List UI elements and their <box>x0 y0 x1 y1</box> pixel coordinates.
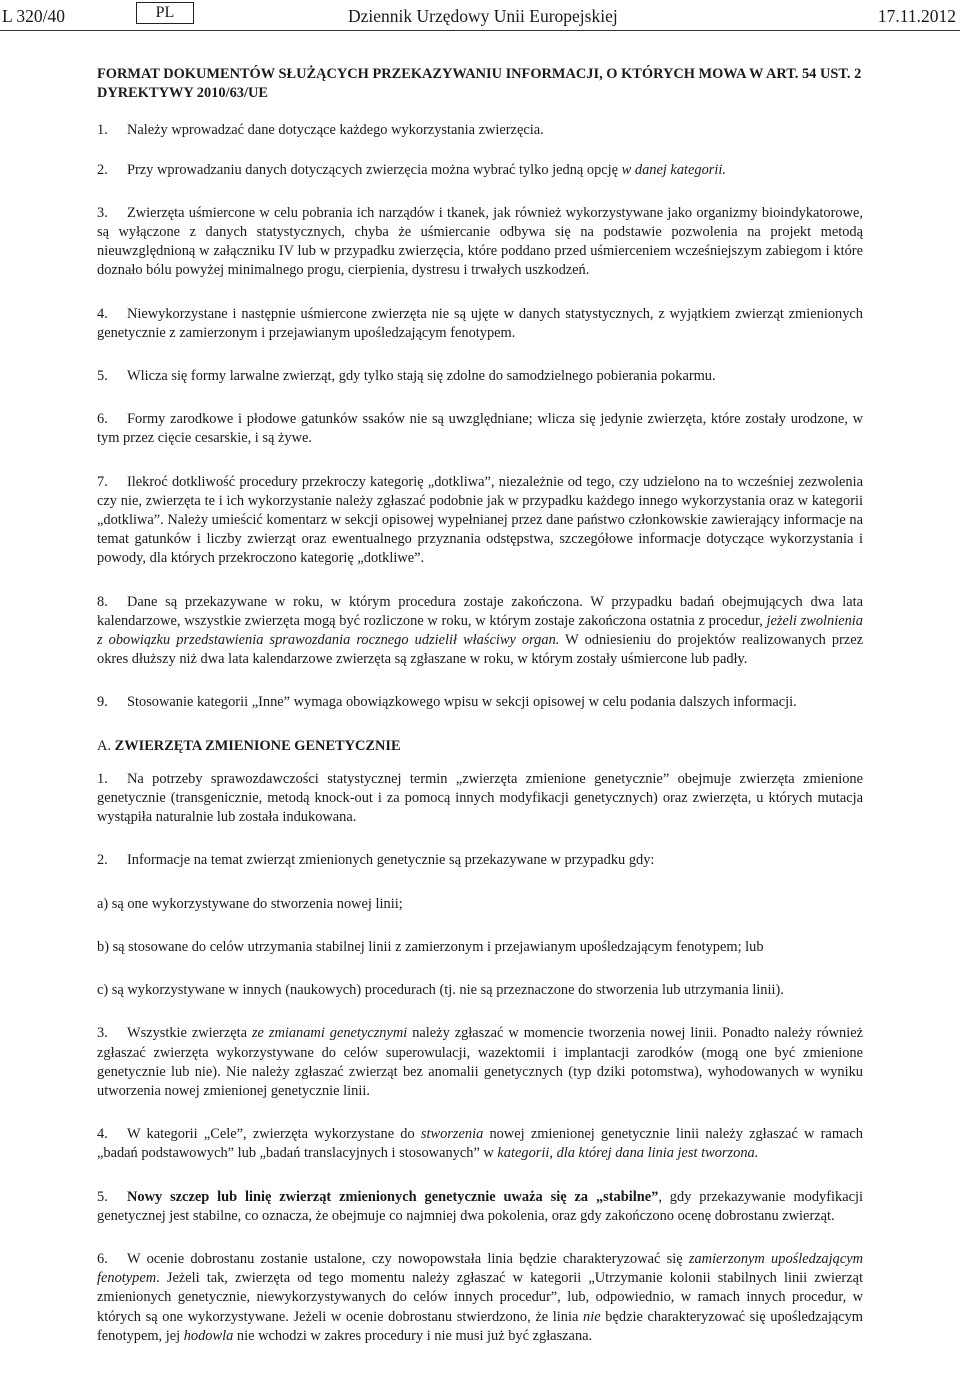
paragraph-bold: Nowy szczep lub linię zwierząt zmienionych genetycznie uważa się za „stabilne” <box>127 1188 659 1205</box>
paragraph-text: W ocenie dobrostanu zostanie ustalone, czy nowopowstała linia będzie charakteryzować się <box>127 1250 689 1267</box>
paragraph-italic-3: hodowla <box>183 1327 234 1344</box>
section-a-paragraph-3 <box>97 1024 863 1101</box>
paragraph-text: W kategorii „Cele”, zwierzęta wykorzystane do <box>127 1126 421 1143</box>
section-a-paragraph-2 <box>97 851 863 870</box>
paragraph-number: 2. <box>97 852 108 869</box>
paragraph-number: 4. <box>97 305 108 322</box>
paragraph-number: 1. <box>97 770 108 787</box>
paragraph-italic: stworzenia <box>420 1126 484 1143</box>
paragraph-7 <box>97 473 863 569</box>
paragraph-number: 1. <box>97 122 108 139</box>
paragraph-italic: zamierzonym upośledzającym fenotypem <box>97 1250 863 1287</box>
publication-date: 17.11.2012 <box>877 6 956 26</box>
document-body <box>97 65 863 1346</box>
paragraph-text: Ilekroć dotkliwość procedury przekroczy kategorię „dotkliwa”, niezależnie od tego, czy udzielono na to wcześniej zezwolenia czy nie, zwierzęta te i ich wykorzystanie należy zgłaszać podobnie jak w przypadku każdego innego wykorzystania oraz w kategorii „dotkliwa”. Należy umieścić komentarz w sekcji opisowej wypełnianej przez dane państwo członkowskie zawierający informacje na temat gatunków i liczby zwierząt oraz ewentualnego przyznania odstępstwa, szczegółowe informacje dotyczące wykorzystania i powody, dla których przekroczono kategorię „dotkliwe”. <box>97 473 863 567</box>
paragraph-1 <box>97 121 863 140</box>
paragraph-text: , gdy przekazywanie modyfikacji genetycznej jest stabilne, co oznacza, że obejmuje co najmniej dwa pokolenia, oraz gdy zakończono ocenę dobrostanu zwierząt. <box>97 1188 863 1224</box>
list-item-a: a) są one wykorzystywane do stworzenia nowej linii; <box>97 895 403 912</box>
paragraph-text: Wszystkie zwierzęta <box>127 1025 252 1042</box>
paragraph-text: Należy wprowadzać dane dotyczące każdego wykorzystania zwierzęcia. <box>127 122 544 139</box>
paragraph-text-continued: nowej zmienionej genetycznie linii należy zgłaszać w ramach „badań podstawowych” lub „badań translacyjnych i stosowanych” w <box>97 1126 863 1162</box>
paragraph-text: Formy zarodkowe i płodowe gatunków ssaków nie są uwzględniane; wlicza się jedynie zwierzęta, które zostały urodzone, w tym przez cięcie cesarskie, i są żywe. <box>97 411 863 447</box>
paragraph-3 <box>97 204 863 281</box>
page-reference: L 320/40 <box>2 6 66 26</box>
paragraph-text: Zwierzęta uśmiercone w celu pobrania ich narządów i tkanek, jak również wykorzystywane jako organizmy bioindykatorowe, są wyłączone z danych statystycznych, chyba że uśmiercanie odbywa się na podstawie pozwolenia na projekt metodą nieuwzględnioną w załączniku IV lub w przypadku zwierzęcia, które poddano przed uśmierceniem wcześniejszym zabiegom i które doznało bólu powyżej minimalnego progu, cierpienia, dystresu i trwałych uszkodzeń. <box>97 204 863 279</box>
paragraph-number: 5. <box>97 368 108 385</box>
paragraph-italic-2: nie <box>583 1308 601 1325</box>
paragraph-text: Wlicza się formy larwalne zwierząt, gdy tylko stają się zdolne do samodzielnego pobierania pokarmu. <box>127 368 716 385</box>
paragraph-italic: jeżeli zwolnienia z obowiązku przedstawienia sprawozdania rocznego udzielił właściwy organ. <box>97 612 863 649</box>
paragraph-number: 5. <box>97 1188 108 1205</box>
paragraph-number: 6. <box>97 1250 108 1267</box>
list-item-c: c) są wykorzystywane w innych (naukowych) procedurach (tj. nie są przeznaczone do stworzenia lub utrzymania linii). <box>97 982 784 999</box>
paragraph-6 <box>97 410 863 448</box>
paragraph-text: Stosowanie kategorii „Inne” wymaga obowiązkowego wpisu w sekcji opisowej w celu podania dalszych informacji. <box>127 694 797 711</box>
section-heading-a <box>97 737 863 756</box>
document-title: FORMAT DOKUMENTÓW SŁUŻĄCYCH PRZEKAZYWANIU INFORMACJI, O KTÓRYCH MOWA W ART. 54 UST. 2 DYREKTYWY 2010/63/UE <box>97 66 862 102</box>
paragraph-text-continued: . Jeżeli tak, zwierzęta od tego momentu należy zgłaszać w kategorii „Utrzymanie kolonii stabilnych linii zwierząt zmienionych genetycznie, niewykorzystywanych do celów innych procedur”, lub, odpowiednio, w ramach innych procedur, w których są one wykorzystywane. Jeżeli w ocenie dobrostanu stwierdzono, że linia <box>97 1270 863 1325</box>
paragraph-number: 2. <box>97 161 108 178</box>
paragraph-text: Na potrzeby sprawozdawczości statystycznej termin „zwierzęta zmienione genetycznie” obejmuje zwierzęta zmienione genetycznie (transgenicznie, metodą knock-out i za pomocą innych modyfikacji genetycznych) oraz zwierzęta, u których mutacja wystąpiła naturalnie lub została indukowana. <box>97 770 863 826</box>
section-a-paragraph-5 <box>97 1188 863 1226</box>
paragraph-2 <box>97 161 863 180</box>
paragraph-number: 3. <box>97 1025 108 1042</box>
paragraph-text-continued-2: będzie charakteryzować się upośledzającym fenotypem, jej <box>97 1308 863 1344</box>
section-a-paragraph-1 <box>97 770 863 828</box>
paragraph-8 <box>97 593 863 670</box>
paragraph-number: 9. <box>97 694 108 711</box>
paragraph-text: Przy wprowadzaniu danych dotyczących zwierzęcia można wybrać tylko jedną opcję <box>127 161 622 178</box>
paragraph-number: 6. <box>97 411 108 428</box>
paragraph-italic: ze zmianami genetycznymi <box>251 1025 408 1042</box>
section-a-paragraph-6 <box>97 1250 863 1346</box>
paragraph-italic: w danej kategorii. <box>621 161 726 178</box>
paragraph-italic-end: kategorii, dla której dana linia jest tworzona. <box>497 1145 759 1162</box>
journal-title: Dziennik Urzędowy Unii Europejskiej <box>348 6 618 26</box>
paragraph-number: 8. <box>97 593 108 610</box>
section-prefix: A. <box>97 737 111 754</box>
section-title: ZWIERZĘTA ZMIENIONE GENETYCZNIE <box>114 737 401 754</box>
paragraph-text: Niewykorzystane i następnie uśmiercone zwierzęta nie są ujęte w danych statystycznych, z wyjątkiem zwierząt zmienionych genetycznie z zamierzonym i przejawianym upośledzającym fenotypem. <box>97 305 863 341</box>
paragraph-9 <box>97 693 863 712</box>
paragraph-text: Informacje na temat zwierząt zmienionych genetycznie są przekazywane w przypadku gdy: <box>127 852 655 869</box>
list-item-b: b) są stosowane do celów utrzymania stabilnej linii z zamierzonym i przejawianym upośledzającym fenotypem; lub <box>97 938 764 955</box>
paragraph-number: 3. <box>97 204 108 221</box>
paragraph-text: Dane są przekazywane w roku, w którym procedura zostaje zakończona. W przypadku badań obejmujących dwa lata kalendarzowe, wszystkie zwierzęta mogą być rozliczone w roku, w którym zostaje zakończona ostatnia z procedur, <box>97 593 863 629</box>
paragraph-4 <box>97 305 863 343</box>
header-rule <box>0 30 960 31</box>
paragraph-number: 7. <box>97 473 108 490</box>
paragraph-text-continued-3: nie wchodzi w zakres procedury i nie musi już być zgłaszana. <box>233 1327 593 1344</box>
paragraph-text-continued: należy zgłaszać w momencie tworzenia nowej linii. Ponadto należy również zgłaszać zwierzęta wykorzystywane do celów superowulacji, wazektomii i implantacji zarodków (mogą one być zmienione genetycznie lub nie). Nie należy zgłaszać zwierząt bez anomalii genetycznych (typ dziki potomstwa), wyhodowanych w wyniku utworzenia nowej zmienionej genetycznie linii. <box>97 1025 863 1099</box>
language-badge: PL <box>136 2 194 24</box>
paragraph-5 <box>97 367 863 386</box>
section-a-paragraph-4 <box>97 1125 863 1163</box>
paragraph-text-continued: W odniesieniu do projektów realizowanych przez okres dłuższy niż dwa lata kalendarzowe zwierzęta są zgłaszane w roku, w którym zostały uśmiercone lub padły. <box>97 632 863 668</box>
paragraph-number: 4. <box>97 1126 108 1143</box>
page-header <box>0 2 960 30</box>
